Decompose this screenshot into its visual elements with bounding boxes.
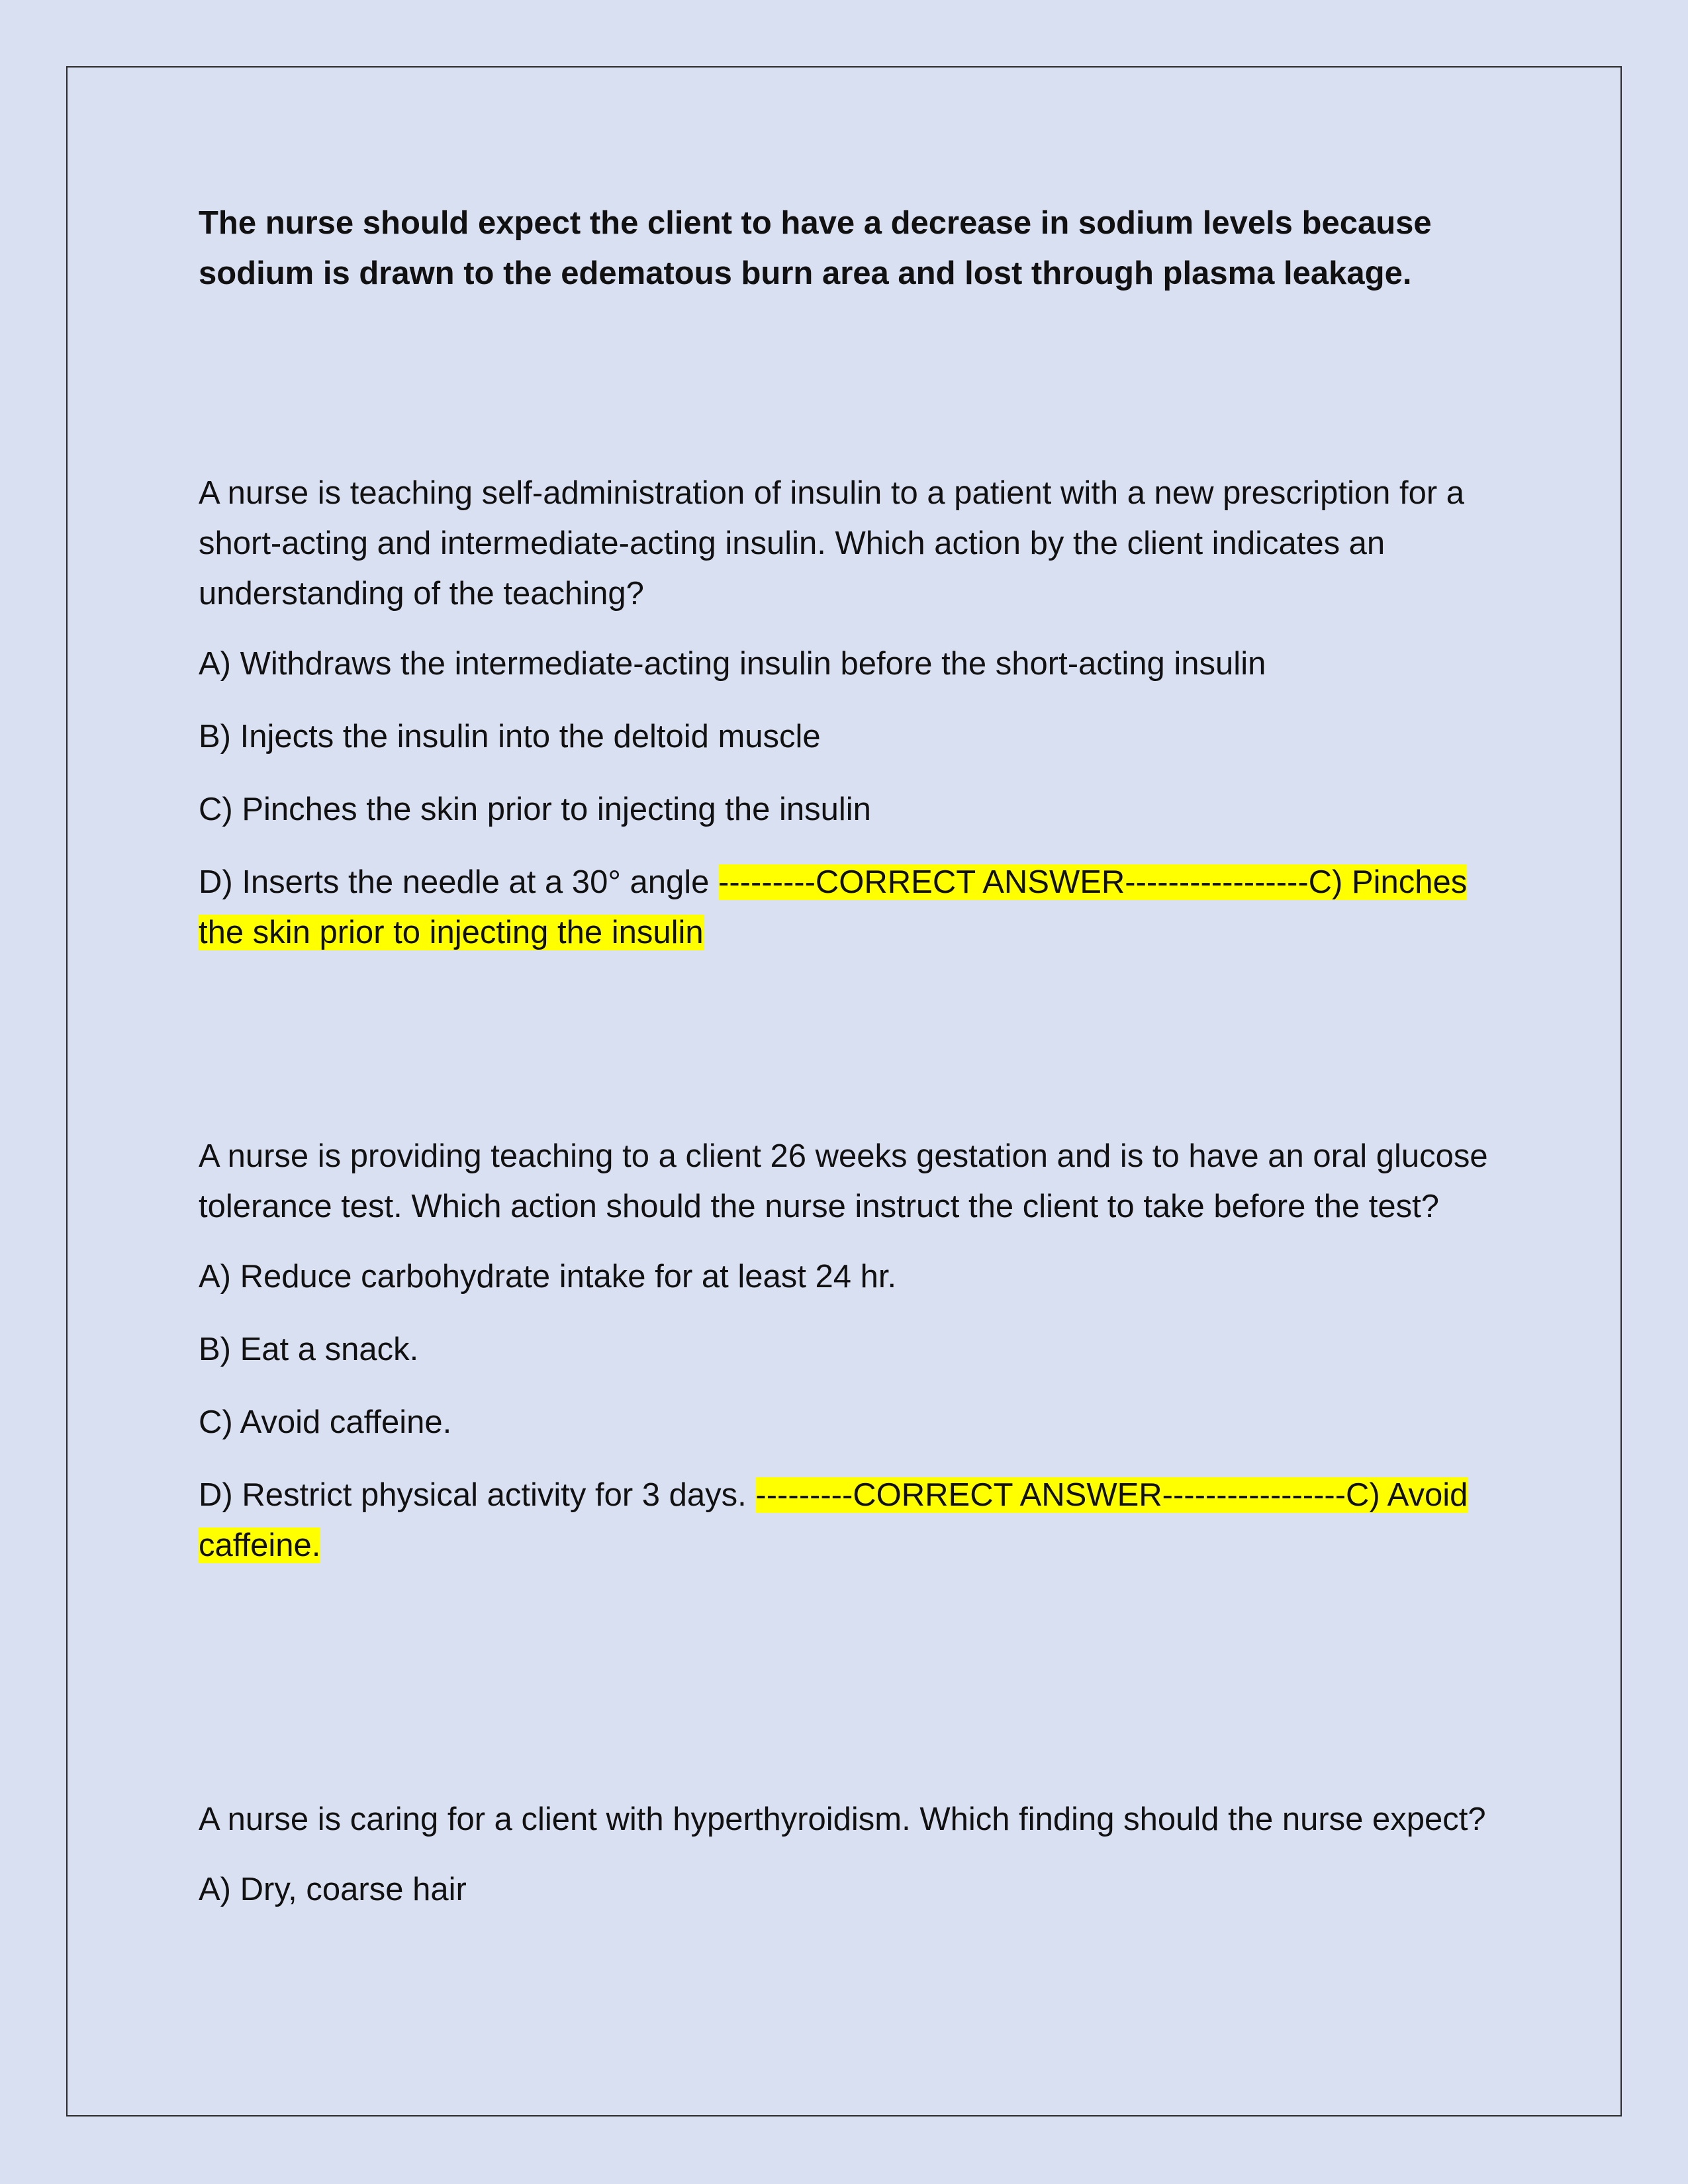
option-b: B) Eat a snack. (199, 1332, 419, 1367)
option-b: B) Injects the insulin into the deltoid muscle (199, 719, 821, 754)
option-a: A) Withdraws the intermediate-acting insulin before the short-acting insulin (199, 646, 1266, 682)
question-2 (199, 1131, 1496, 1593)
question-stem: A nurse is providing teaching to a client 26 weeks gestation and is to have an oral glucose tolerance test. Which action should the nurse instruct the client to take before the test? (199, 1138, 1488, 1224)
correct-answer-highlight: ---------CORRECT ANSWER-----------------C) Pinches the skin prior to injecting the insulin (199, 864, 1468, 950)
correct-answer-highlight: ---------CORRECT ANSWER-----------------C) Avoid caffeine. (199, 1477, 1468, 1563)
question-1 (199, 468, 1496, 980)
option-c: C) Avoid caffeine. (199, 1404, 452, 1440)
option-c: C) Pinches the skin prior to injecting the insulin (199, 792, 871, 827)
option-d (199, 857, 1496, 958)
question-3 (199, 1794, 1496, 1937)
option-d (199, 1470, 1496, 1570)
option-d-text: D) Inserts the needle at a 30° angle (199, 864, 710, 900)
option-a: A) Reduce carbohydrate intake for at least 24 hr. (199, 1259, 897, 1295)
previous-answer-statement: The nurse should expect the client to have a decrease in sodium levels because sodium is drawn to the edematous burn area and lost through plasma leakage. (199, 205, 1432, 291)
question-stem: A nurse is teaching self-administration of insulin to a patient with a new prescription for a short-acting and intermediate-acting insulin. Which action by the client indicates an understanding of the teaching? (199, 475, 1465, 612)
option-d-text: D) Restrict physical activity for 3 days. (199, 1477, 747, 1513)
option-a: A) Dry, coarse hair (199, 1872, 467, 1907)
question-stem: A nurse is caring for a client with hyperthyroidism. Which finding should the nurse expect? (199, 1801, 1486, 1837)
